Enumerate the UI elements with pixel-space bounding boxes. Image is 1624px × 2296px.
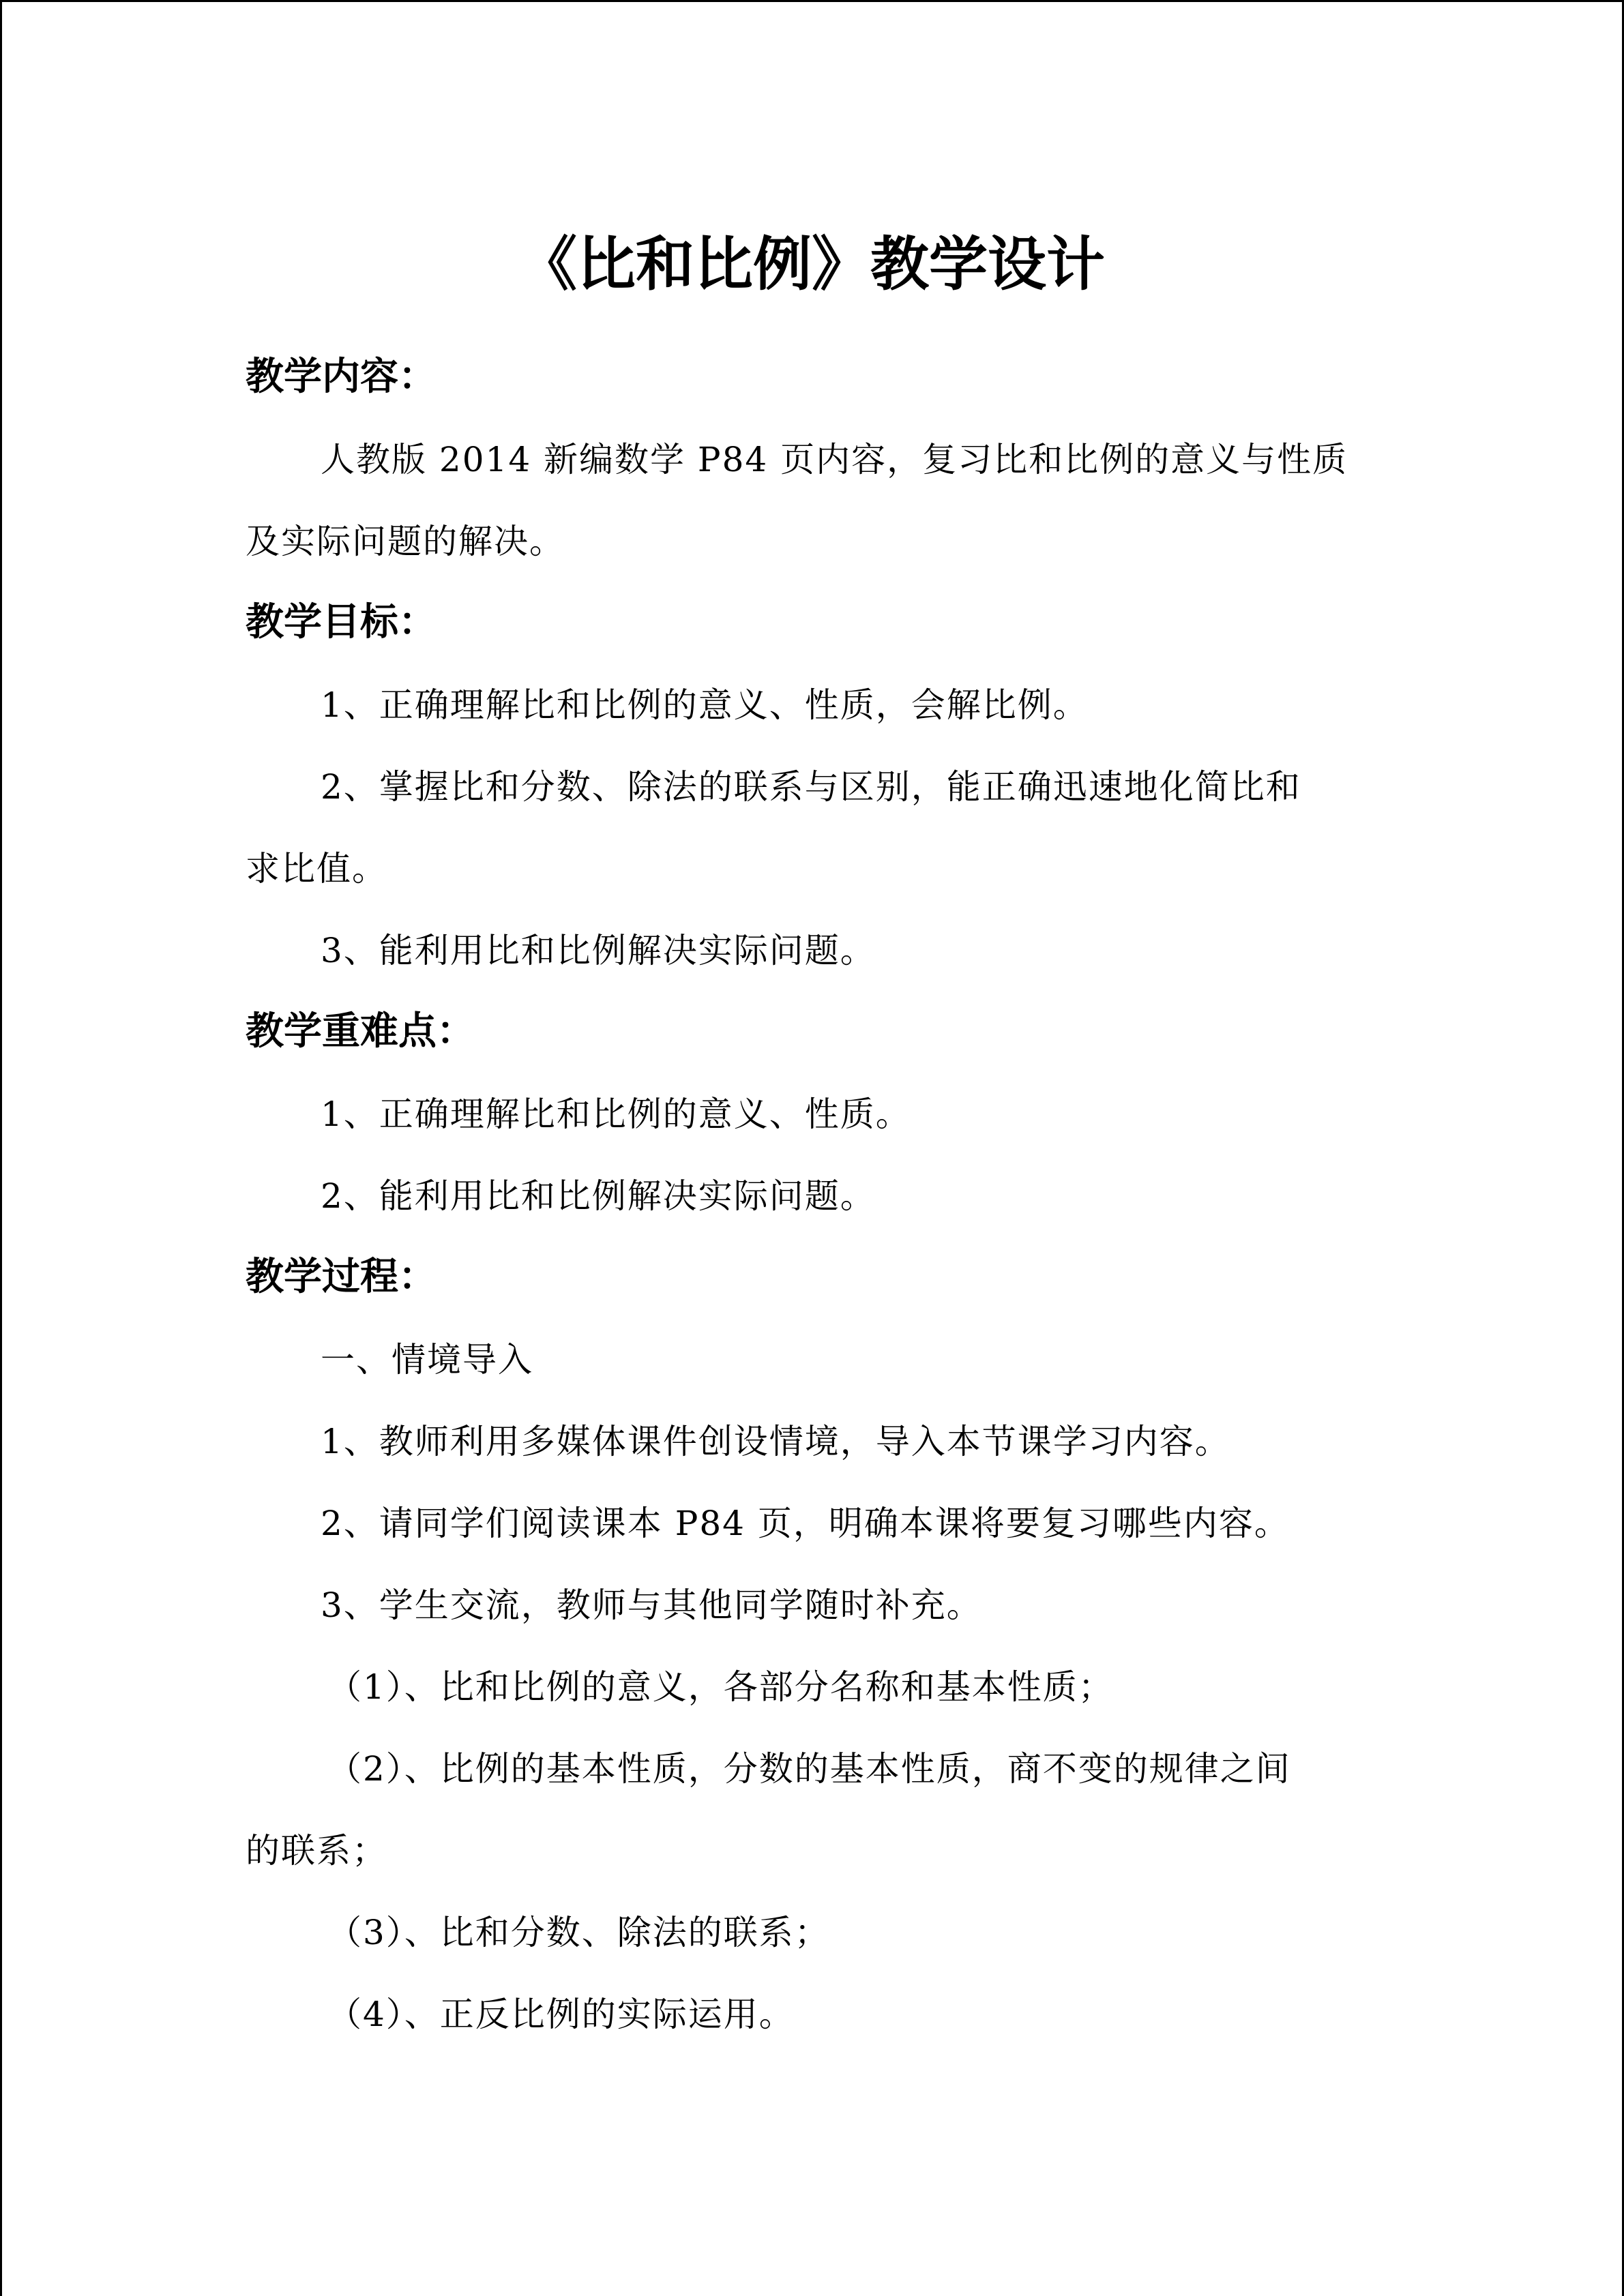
process-line-2: 1、教师利用多媒体课件创设情境，导入本节课学习内容。 (321, 1422, 1230, 1461)
content-line-2: 及实际问题的解决。 (246, 522, 565, 561)
process-line-4: 3、学生交流，教师与其他同学随时补充。 (321, 1585, 982, 1625)
heading-key-points: 教学重难点： (246, 1009, 475, 1054)
process-line-7: 的联系； (246, 1831, 387, 1870)
process-line-6: （2）、比例的基本性质，分数的基本性质，商不变的规律之间 (327, 1749, 1291, 1789)
process-line-9: （4）、正反比例的实际运用。 (327, 1995, 795, 2034)
goal-line-3: 求比值。 (246, 849, 387, 889)
process-line-5: （1）、比和比例的意义，各部分名称和基本性质； (327, 1667, 1114, 1707)
heading-content: 教学内容： (246, 354, 437, 399)
key-point-line-2: 2、能利用比和比例解决实际问题。 (321, 1176, 876, 1216)
process-line-3: 2、请同学们阅读课本 P84 页，明确本课将要复习哪些内容。 (321, 1504, 1290, 1543)
goal-line-1: 1、正确理解比和比例的意义、性质，会解比例。 (321, 685, 1089, 725)
process-line-1: 一、情境导入 (321, 1340, 533, 1380)
document-title: 《比和比例》教学设计 (518, 230, 1105, 299)
goal-line-2: 2、掌握比和分数、除法的联系与区别，能正确迅速地化简比和 (321, 767, 1301, 807)
goal-line-4: 3、能利用比和比例解决实际问题。 (321, 931, 876, 970)
content-line-1: 人教版 2014 新编数学 P84 页内容，复习比和比例的意义与性质 (321, 440, 1348, 479)
key-point-line-1: 1、正确理解比和比例的意义、性质。 (321, 1094, 911, 1134)
heading-process: 教学过程： (246, 1254, 437, 1299)
heading-goals: 教学目标： (246, 599, 437, 644)
process-line-8: （3）、比和分数、除法的联系； (327, 1913, 830, 1952)
